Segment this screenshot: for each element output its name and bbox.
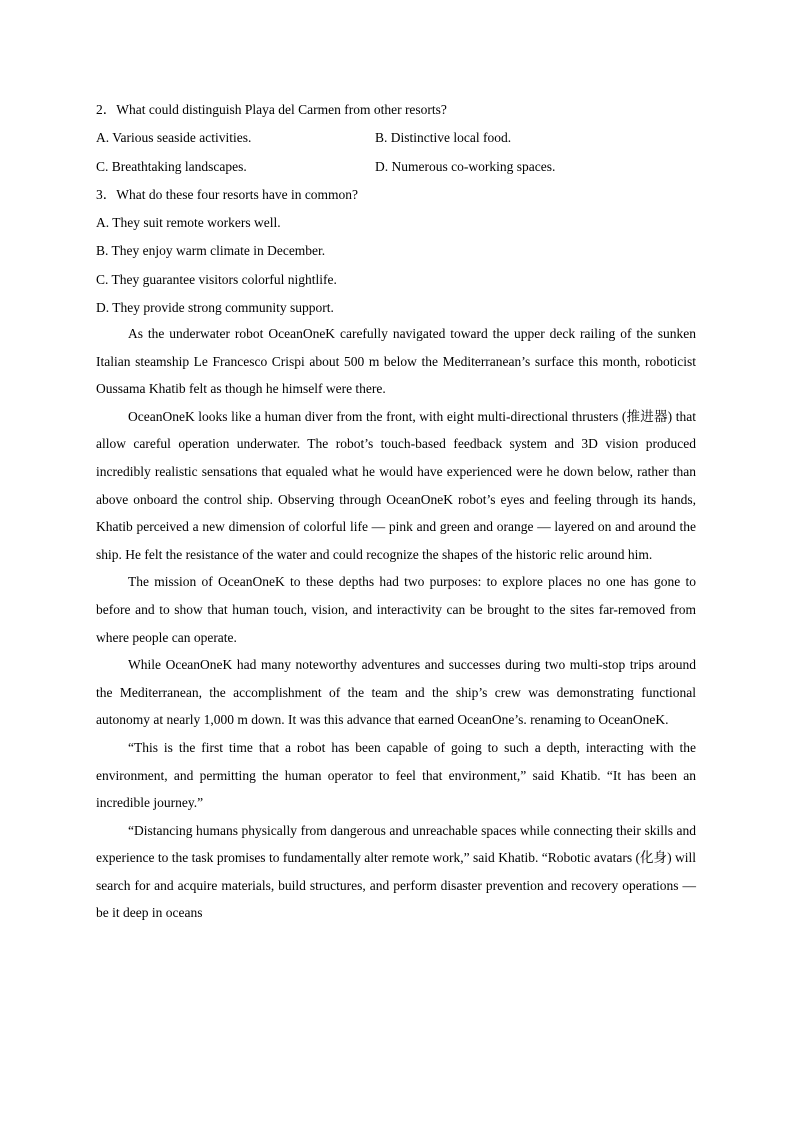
option-d[interactable]: D. Numerous co-working spaces.: [375, 158, 556, 174]
question-2-stem: [96, 96, 706, 124]
passage-paragraph-3: The mission of OceanOneK to these depths had two purposes: to explore places no one has gone to before and to show that human touch, vision, and interactivity can be brought to the sites far-removed from where people can operate.: [96, 574, 696, 645]
passage-paragraph-1: As the underwater robot OceanOneK carefully navigated toward the upper deck railing of the sunken Italian steamship Le Francesco Crispi about 500 m below the Mediterranean’s surface this month, roboticist Oussama Khatib felt as though he himself were there.: [96, 326, 696, 397]
passage-paragraph-5: “This is the first time that a robot has been capable of going to such a depth, interacting with the environment, and permitting the human operator to feel that environment,” said Khatib. “It has been an incredible journey.”: [96, 739, 696, 811]
question-number: 2．: [96, 102, 117, 117]
passage-paragraph-6: “Distancing humans physically from dangerous and unreachable spaces while connecting their skills and experience to the task promises to fundamentally alter remote work,” said Khatib. “Robotic avatars (化身) will search for and acquire materials, build structures, and perform disaster prevention and recovery operations — be it deep in oceans: [96, 822, 696, 921]
option-b[interactable]: B. They enjoy warm climate in December.: [96, 243, 326, 259]
reading-passage: [96, 320, 696, 927]
option-a[interactable]: A. Various seaside activities.: [96, 130, 252, 146]
questions-section: [96, 96, 706, 322]
question-2-options-row-1: [96, 124, 706, 152]
option-c[interactable]: C. Breathtaking landscapes.: [96, 158, 247, 174]
option-d[interactable]: D. They provide strong community support.: [96, 300, 334, 316]
option-a[interactable]: A. They suit remote workers well.: [96, 215, 281, 231]
question-2-options-row-2: [96, 153, 706, 181]
option-c[interactable]: C. They guarantee visitors colorful nightlife.: [96, 271, 337, 287]
question-text: What could distinguish Playa del Carmen from other resorts?: [116, 102, 447, 117]
option-b[interactable]: B. Distinctive local food.: [375, 130, 512, 146]
passage-paragraph-2: OceanOneK looks like a human diver from the front, with eight multi-directional thrusters (推进器) that allow careful operation underwater. The robot’s touch-based feedback system and 3D vision produced incredibly realistic sensations that equaled what he would have experienced were he down below, rather than above onboard the control ship. Observing through OceanOneK robot’s eyes and feeling through its hands, Khatib perceived a new dimension of colorful life — pink and green and orange — layered on and around the ship. He felt the resistance of the water and could recognize the shapes of the historic relic around him.: [96, 408, 696, 562]
question-3-stem: [96, 181, 706, 209]
question-text: What do these four resorts have in common?: [116, 186, 359, 202]
question-number: 3．: [96, 186, 117, 202]
passage-paragraph-4: While OceanOneK had many noteworthy adventures and successes during two multi-stop trips around the Mediterranean, the accomplishment of the team and the ship’s crew was demonstrating functional autonomy at nearly 1,000 m down. It was this advance that earned OceanOne’s. renaming to OceanOneK.: [96, 657, 696, 728]
